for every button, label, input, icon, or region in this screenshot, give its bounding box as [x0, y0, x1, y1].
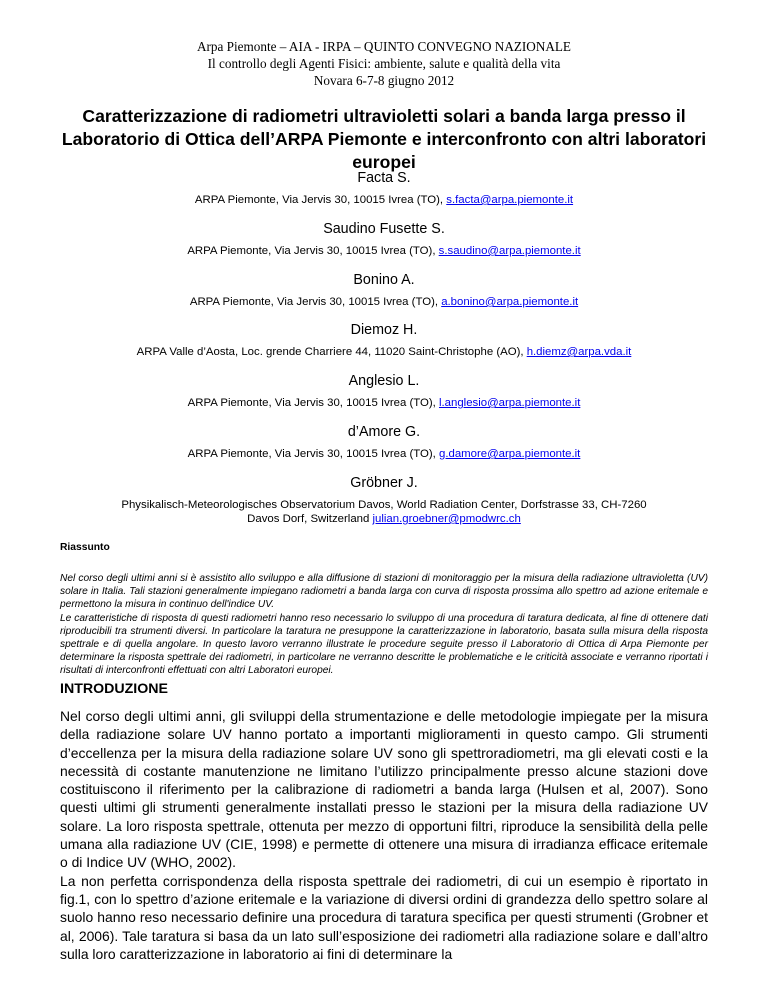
author-email-link[interactable]: h.diemz@arpa.vda.it — [526, 346, 632, 358]
header-line-2: Il controllo degli Agenti Fisici: ambiente, salute e qualità della vita — [207, 56, 561, 71]
affiliation-text: ARPA Piemonte, Via Jervis 30, 10015 Ivrea (TO), — [187, 397, 439, 409]
author-affiliation — [0, 396, 768, 410]
author-affiliation — [0, 447, 768, 461]
body-paragraph: La non perfetta corrispondenza della risposta spettrale dei radiometri, di cui un esempio è riportato in fig.1, con lo spettro d’azione eritemale e la variazione di diversi ordini di grandezza dello spettro solare al suolo hanno reso necessario definire una procedura di taratura specifica per questi strumenti (Grobner et al, 2006). Tale taratura si basa da un lato sull’esposizione dei radiometri alla radiazione solare e dall’altro sulla loro caratterizzazione in laboratorio ai fini di determinare la — [60, 872, 708, 962]
author-email-link[interactable]: s.saudino@arpa.piemonte.it — [438, 245, 581, 257]
author-email-link[interactable]: g.damore@arpa.piemonte.it — [438, 448, 581, 460]
author-name: Anglesio L. — [348, 373, 420, 389]
author-affiliation — [0, 295, 768, 309]
conference-header — [0, 38, 768, 89]
affiliation-text: Davos Dorf, Switzerland — [247, 513, 373, 525]
section-heading-introduzione: INTRODUZIONE — [60, 681, 168, 697]
header-line-3: Novara 6-7-8 giugno 2012 — [313, 73, 455, 88]
affiliation-text: ARPA Valle d’Aosta, Loc. grende Charriere 44, 11020 Saint-Christophe (AO), — [136, 346, 527, 358]
author-affiliation — [0, 345, 768, 359]
body-paragraph: Nel corso degli ultimi anni, gli sviluppi della strumentazione e delle metodologie impiegate per la misura della radiazione solare UV hanno portato a importanti miglioramenti in questo campo. Gli strumenti d’eccellenza per la misura della radiazione solare UV sono gli spettroradiometri, ma gli elevati costi e la necessità di costante manutenzione ne limitano l’utilizzo principalmente presso alcune stazioni dove costituiscono il riferimento per la calibrazione di radiometri a banda larga (Hulsen et al, 2007). Sono questi ultimi gli strumenti generalmente installati presso le stazioni per la misura della radiazione UV solare. La loro risposta spettrale, ottenuta per mezzo di opportuni filtri, riproduce la sensibilità della pelle umana alla radiazione UV (CIE, 1998) e permette di ottenere una misura di irradianza efficace eritemale o di Indice UV (WHO, 2002). — [60, 708, 708, 871]
affiliation-text: ARPA Piemonte, Via Jervis 30, 10015 Ivrea (TO), — [187, 245, 439, 257]
author-name: Diemoz H. — [350, 322, 418, 338]
affiliation-line-2 — [0, 512, 768, 526]
abstract-paragraph: Nel corso degli ultimi anni si è assistito allo sviluppo e alla diffusione di stazioni di monitoraggio per la misura della radiazione ultravioletta (UV) solare in Italia. Tali stazioni generalmente impiegano radiometri a banda larga con curva di risposta prossima allo spettro ad azione eritemale e permettono la misura in continuo dell'indice UV. — [60, 573, 708, 611]
author-name: Saudino Fusette S. — [323, 221, 445, 237]
header-line-1: Arpa Piemonte – AIA - IRPA – QUINTO CONVEGNO NAZIONALE — [197, 39, 571, 54]
abstract-text — [60, 572, 708, 678]
author-email-link[interactable]: l.anglesio@arpa.piemonte.it — [438, 397, 581, 409]
affiliation-text: Physikalisch-Meteorologisches Observatorium Davos, World Radiation Center, Dorfstrasse 33, CH-7260 — [121, 499, 647, 511]
author-affiliation — [0, 244, 768, 258]
author-affiliation — [0, 498, 768, 526]
affiliation-text: ARPA Piemonte, Via Jervis 30, 10015 Ivrea (TO), — [194, 194, 447, 206]
author-email-link[interactable]: s.facta@arpa.piemonte.it — [446, 194, 574, 206]
affiliation-text: ARPA Piemonte, Via Jervis 30, 10015 Ivrea (TO), — [189, 296, 442, 308]
author-name: Bonino A. — [353, 272, 415, 288]
introduzione-body — [60, 707, 708, 963]
affiliation-text: ARPA Piemonte, Via Jervis 30, 10015 Ivrea (TO), — [187, 448, 439, 460]
paper-title: Caratterizzazione di radiometri ultravioletti solari a banda larga presso il Laboratorio di Ottica dell’ARPA Piemonte e interconfronto con altri laboratori europei — [61, 106, 707, 172]
author-email-link[interactable]: a.bonino@arpa.piemonte.it — [441, 296, 579, 308]
author-name: Gröbner J. — [350, 475, 418, 491]
riassunto-heading: Riassunto — [60, 542, 110, 553]
author-affiliation — [0, 193, 768, 207]
author-name: Facta S. — [357, 170, 411, 186]
abstract-paragraph: Le caratteristiche di risposta di questi radiometri hanno reso necessario lo sviluppo di una procedura di taratura dedicata, al fine di ottenere dati riproducibili tra strumenti diversi. In particolare la taratura ne presuppone la caratterizzazione in laboratorio, basata sulla misura della risposta spettrale e di quella angolare. In questo lavoro verranno illustrate le procedure seguite presso il Laboratorio di Ottica di Arpa Piemonte per determinare la risposta spettrale dei radiometri, in particolare ne verranno descritte le problematiche e le criticità associate e verranno riportati i risultati di interconfronti effettuati con altri Laboratori europei. — [60, 612, 708, 677]
author-name: d’Amore G. — [347, 424, 421, 440]
author-email-link[interactable]: julian.groebner@pmodwrc.ch — [372, 513, 521, 525]
